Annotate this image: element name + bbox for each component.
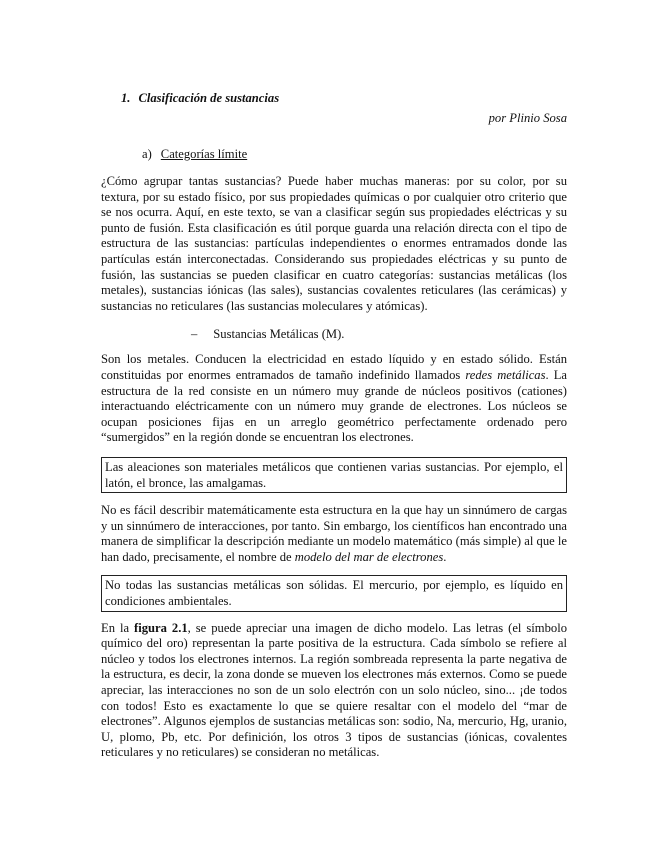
- metals-emphasis: redes metálicas: [465, 367, 546, 382]
- intro-paragraph: ¿Cómo agrupar tantas sustancias? Puede haber muchas maneras: por su color, por su textura, por su estado físico, por sus propiedades químicas o por cualquier otro criterio que se nos ocurra. Aquí, en este texto, se van a clasificar según sus propiedades eléctricas y su punto de fusión. Esta clasificación es útil porque guarda una relación directa con el tipo de estructura de las sustancias: partículas independientes o enormes entramados donde las partículas están interconectadas. Considerando sus propiedades eléctricas y su punto de fusión, las sustancias se pueden clasificar en cuatro categorías: sustancias metálicas (los metales), sustancias iónicas (las sales), sustancias covalentes reticulares (las cerámicas) y sustancias no reticulares (las sustancias moleculares y atómicas).: [101, 174, 567, 313]
- model-paragraph: [101, 503, 567, 565]
- model-text-a: No es fácil describir matemáticamente esta estructura en la que hay un sinnúmero de cargas y un sinnúmero de interacciones, por tanto. Sin embargo, los científicos han encontrado una manera de simplificar la descripción mediante un modelo matemático (más simple) al que le han dado, precisamente, el nombre de: [101, 503, 567, 564]
- document-page: [101, 90, 567, 761]
- subsection-title: Categorías límite: [160, 147, 248, 161]
- figure-text-b: , se puede apreciar una imagen de dicho modelo. Las letras (el símbolo químico del oro) representan la parte positiva de la estructura. Cada símbolo se refiere al núcleo y todos los electrones internos. La región sombreada representa la parte negativa de la estructura, es decir, la zona donde se mueven los electrones más externos. Como se puede apreciar, las interacciones no son de un solo electrón con un solo núcleo, sino... ¡de todos con todos! Esto es exactamente lo que se quiere resaltar con el modelo del “mar de electrones”. Algunos ejemplos de sustancias metálicas son: sodio, Na, mercurio, Hg, uranio, U, plomo, Pb, etc. Por definición, los otros 3 tipos de sustancias (iónicas, covalentes reticulares y no reticulares) se consideran no metálicas.: [101, 620, 567, 760]
- figure-text-a: En la: [101, 620, 135, 635]
- model-emphasis: modelo del mar de electrones: [294, 549, 444, 564]
- figure-reference: figura 2.1: [134, 620, 188, 635]
- metals-text-a: Son los metales. Conducen la electricidad en estado líquido y en estado sólido. Están constituidas por enormes entramados de tamaño indefinido llamados: [101, 352, 567, 382]
- note-box-mercury: No todas las sustancias metálicas son sólidas. El mercurio, por ejemplo, es líquido en condiciones ambientales.: [101, 575, 567, 611]
- subsection-heading: [142, 146, 567, 162]
- section-title: Clasificación de sustancias: [138, 91, 280, 105]
- subsection-letter: a): [142, 147, 152, 161]
- section-number: 1.: [121, 91, 131, 105]
- author-line: por Plinio Sosa: [488, 111, 567, 125]
- list-item-metallic: [191, 326, 567, 342]
- figure-paragraph: [101, 621, 567, 761]
- note-box-alloys: Las aleaciones son materiales metálicos que contienen varias sustancias. Por ejemplo, el latón, el bronce, las amalgamas.: [101, 457, 567, 493]
- list-item-label: Sustancias Metálicas (M).: [213, 327, 345, 342]
- metals-text-b: . La estructura de la red consiste en un número muy grande de núcleos positivos (cationes) interactuando eléctricamente con un número muy grande de electrones. Los núcleos se ocupan posiciones fijas en un arreglo geométrico perfectamente ordenado pero “sumergidos” en la región donde se encuentran los electrones.: [101, 367, 567, 445]
- metals-paragraph: [101, 352, 567, 446]
- model-text-b: .: [443, 549, 447, 564]
- dash-bullet: –: [191, 327, 198, 342]
- section-heading: [121, 90, 567, 106]
